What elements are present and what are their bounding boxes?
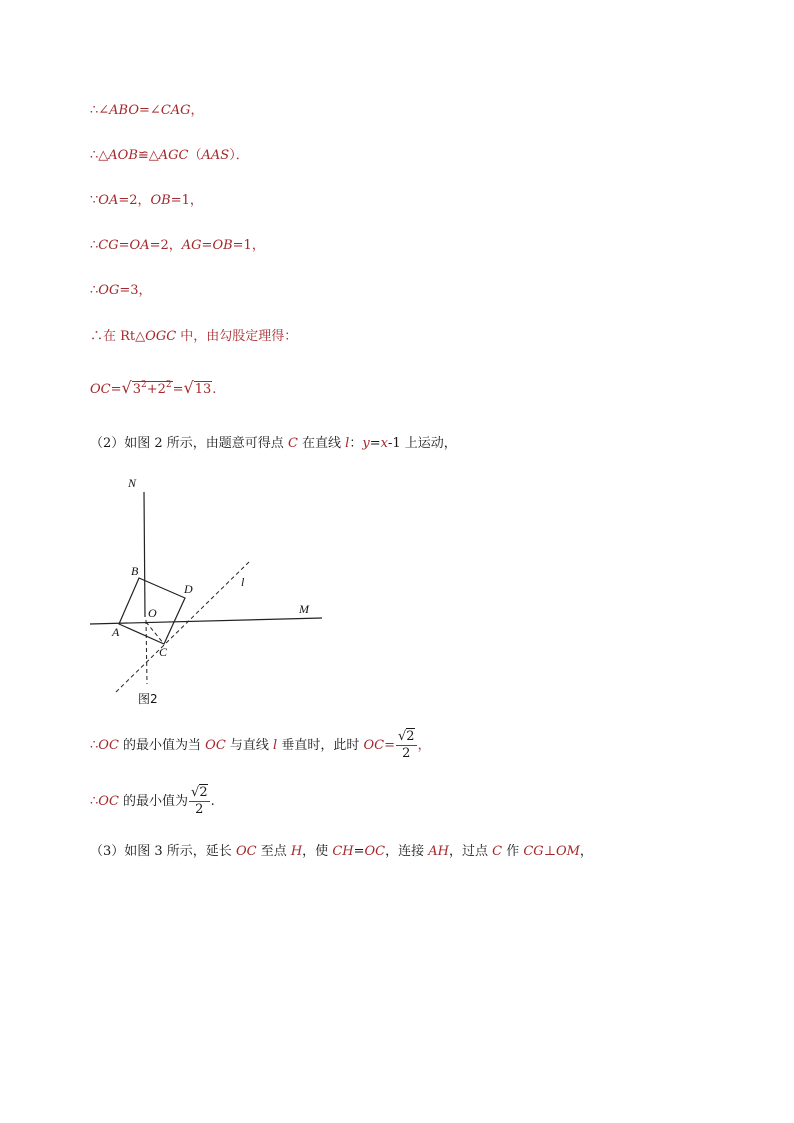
label-B: B: [131, 564, 139, 578]
proof-line-2: ∴△AOB≌△AGC（AAS）．: [90, 148, 249, 163]
fraction-sqrt2-over-2: $\frac{√2}{2}$: [191, 785, 208, 817]
part-2-intro: （2）如图 2 所示，由题意可得点 C 在直线 l：y=x-1 上运动，: [90, 436, 457, 451]
figure-caption: 图2: [138, 692, 158, 706]
radical-1: $√3^2+2^2$: [121, 378, 172, 397]
proof-line-3: ∵OA=2，OB=1，: [90, 193, 203, 208]
label-N: N: [128, 476, 137, 490]
label-O: O: [148, 606, 157, 620]
dashed-extension: [146, 620, 147, 684]
ray-ON: [144, 492, 145, 617]
segment-OC: [146, 622, 164, 644]
label-D: D: [184, 582, 193, 596]
figure-2: [86, 472, 336, 712]
fraction-sqrt2-over-2: $\frac{√2}{2}$: [397, 729, 415, 761]
proof-line-5: ∴OG=3，: [90, 283, 152, 298]
part-3-intro: （3）如图 3 所示，延长 OC 至点 H，使 CH=OC，连接 AH，过点 C 作 CG⊥OM，: [90, 844, 593, 859]
ray-OM: [90, 618, 322, 624]
proof-line-4: ∴CG=OA=2，AG=OB=1，: [90, 238, 265, 253]
pythagoras-equation: $OC=√3^2+2^2=√13$.: [90, 374, 216, 401]
proof-line-1: ∴∠ABO=∠CAG，: [90, 103, 204, 118]
proof-line-6: ∴在 Rt△OGC 中，由勾股定理得：: [90, 329, 298, 344]
radical-2: √13: [183, 378, 212, 397]
line-l: [116, 560, 251, 692]
label-A: A: [112, 625, 120, 639]
label-M: M: [299, 602, 309, 616]
min-value-result: ∴OC 的最小值为 $\frac{√2}{2}$ .: [90, 785, 215, 817]
min-value-condition: ∴OC 的最小值为当 OC 与直线 l 垂直时，此时 OC= $\frac{√2}{2}$ ，: [90, 729, 431, 761]
label-l: l: [241, 575, 245, 589]
label-C: C: [159, 645, 168, 659]
